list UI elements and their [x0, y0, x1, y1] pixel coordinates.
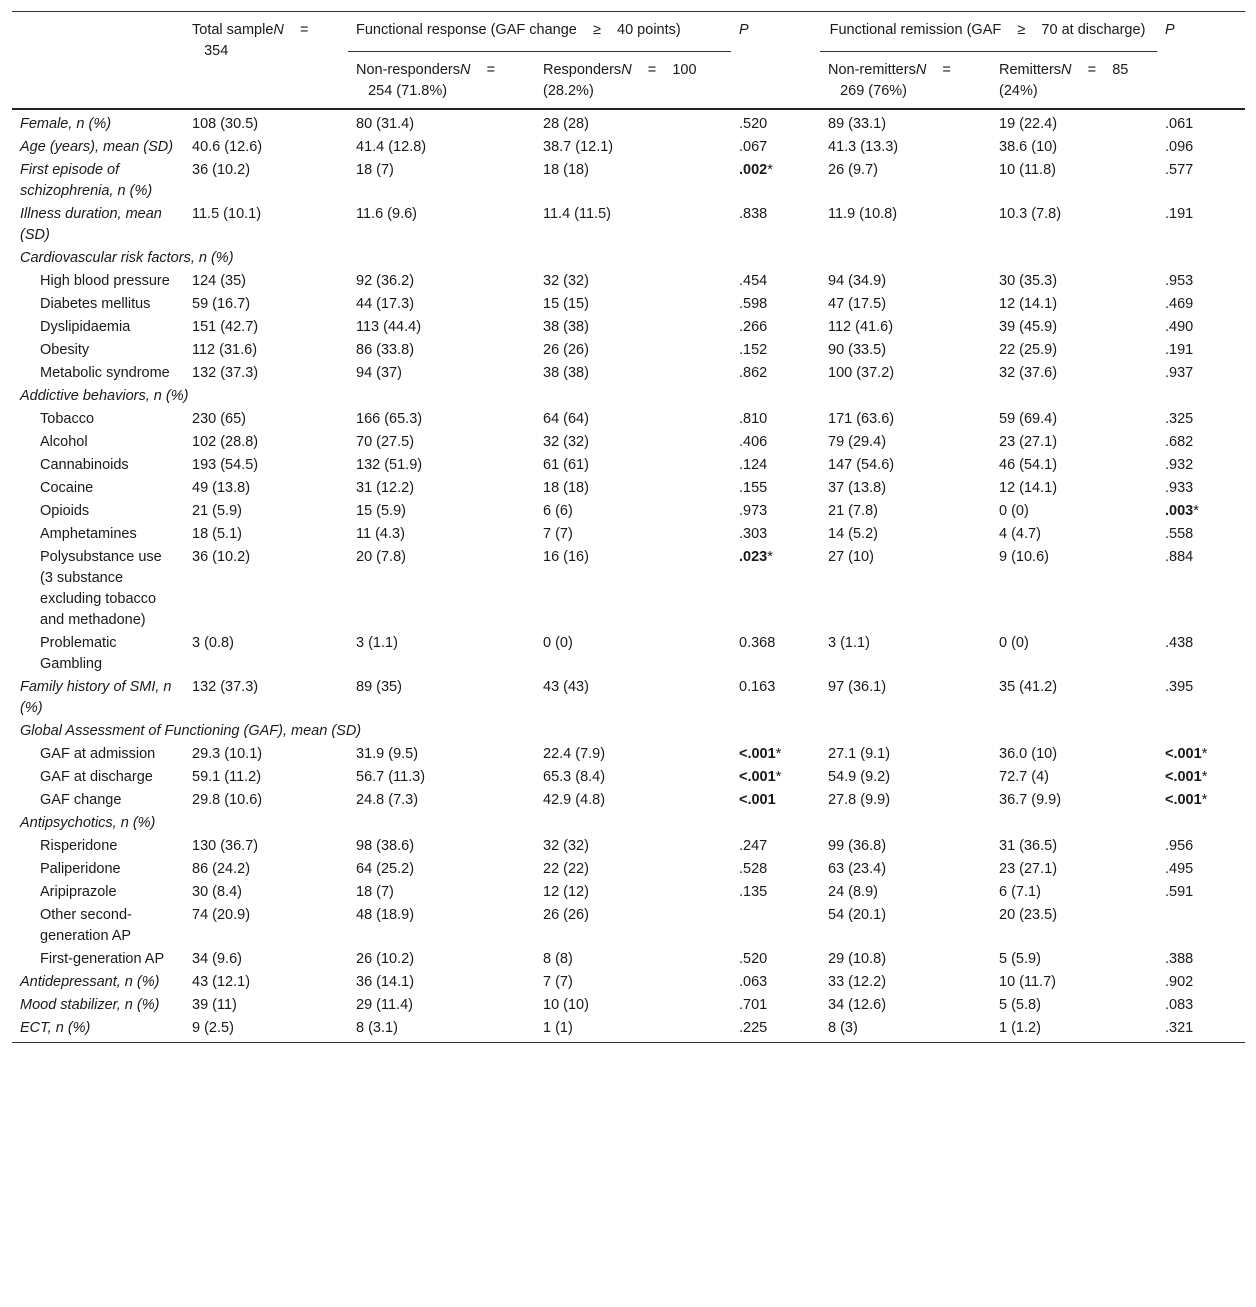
row-label: Paliperidone	[40, 861, 121, 877]
value-cell: 3 (1.1)	[828, 635, 870, 651]
value-cell: 94 (34.9)	[828, 273, 887, 289]
p-value-cell: .469	[1165, 296, 1194, 312]
p-value-cell: .225	[739, 1020, 768, 1036]
p-value-cell: .490	[1165, 319, 1194, 335]
p-value-cell: .956	[1165, 838, 1194, 854]
significance-star: *	[767, 549, 773, 565]
p-value-cell: .933	[1165, 480, 1194, 496]
value-cell: 59 (16.7)	[192, 296, 251, 312]
significant-p-value: <.001	[1165, 769, 1202, 785]
value-cell: 92 (36.2)	[356, 273, 415, 289]
value-cell: 112 (41.6)	[828, 319, 894, 335]
p-value-cell: .862	[739, 365, 768, 381]
value-cell: 11.6 (9.6)	[356, 206, 417, 222]
table-row	[12, 789, 1245, 812]
value-cell: 41.3 (13.3)	[828, 139, 899, 155]
p-value-cell: .520	[739, 116, 768, 132]
p-value-cell: .083	[1165, 997, 1194, 1013]
p-value-cell: .266	[739, 319, 768, 335]
value-cell: 43 (43)	[543, 679, 589, 695]
significance-star: *	[767, 162, 773, 178]
value-cell: 1 (1)	[543, 1020, 573, 1036]
value-cell: 59.1 (11.2)	[192, 769, 262, 785]
p-value-cell	[731, 743, 820, 766]
value-cell: 90 (33.5)	[828, 342, 887, 358]
value-cell: 37 (13.8)	[828, 480, 887, 496]
value-cell: 38 (38)	[543, 365, 589, 381]
row-label: Amphetamines	[40, 526, 137, 542]
value-cell: 6 (6)	[543, 503, 573, 519]
table-row	[12, 270, 1245, 293]
row-label: Problematic Gambling	[40, 635, 117, 672]
row-label: GAF change	[40, 792, 122, 808]
table-row	[12, 500, 1245, 523]
value-cell: 39 (45.9)	[999, 319, 1058, 335]
row-label: Opioids	[40, 503, 90, 519]
value-cell: 49 (13.8)	[192, 480, 251, 496]
value-cell: 32 (32)	[543, 838, 589, 854]
table-row	[12, 109, 1245, 136]
row-label: First episode of schizophrenia, n (%)	[20, 162, 153, 199]
value-cell: 8 (3)	[828, 1020, 858, 1036]
p-value-cell: .953	[1165, 273, 1194, 289]
value-cell: 31.9 (9.5)	[356, 746, 419, 762]
value-cell: 22 (25.9)	[999, 342, 1058, 358]
value-cell: 12 (14.1)	[999, 296, 1058, 312]
value-cell: 29.8 (10.6)	[192, 792, 263, 808]
p-value-cell: .937	[1165, 365, 1194, 381]
table-row	[12, 316, 1245, 339]
significant-p-value: <.001	[739, 769, 776, 785]
value-cell: 27.8 (9.9)	[828, 792, 891, 808]
p-value-cell: .191	[1165, 206, 1194, 222]
value-cell: 99 (36.8)	[828, 838, 887, 854]
row-label: ECT, n (%)	[20, 1020, 91, 1036]
row-label: Obesity	[40, 342, 90, 358]
value-cell: 38.6 (10)	[999, 139, 1058, 155]
p-value-cell: .528	[739, 861, 768, 877]
value-cell: 97 (36.1)	[828, 679, 887, 695]
header-empty-cell	[12, 12, 184, 110]
value-cell: 193 (54.5)	[192, 457, 259, 473]
value-cell: 26 (26)	[543, 907, 589, 923]
table-row	[12, 858, 1245, 881]
value-cell: 132 (37.3)	[192, 365, 259, 381]
p-value-cell	[1157, 789, 1245, 812]
row-label: Other second-generation AP	[40, 907, 132, 944]
table-row	[12, 454, 1245, 477]
p-value-cell: .325	[1165, 411, 1194, 427]
value-cell: 46 (54.1)	[999, 457, 1058, 473]
value-cell: 18 (7)	[356, 162, 394, 178]
p-value-cell: .577	[1165, 162, 1194, 178]
value-cell: 36.0 (10)	[999, 746, 1058, 762]
header-remitters: RemittersN = 85 (24%)	[999, 62, 1129, 99]
significant-p-value: <.001	[1165, 792, 1202, 808]
value-cell: 12 (14.1)	[999, 480, 1058, 496]
value-cell: 5 (5.9)	[999, 951, 1041, 967]
value-cell: 171 (63.6)	[828, 411, 895, 427]
significant-p-value: <.001	[739, 746, 776, 762]
value-cell: 6 (7.1)	[999, 884, 1041, 900]
table-row	[12, 136, 1245, 159]
significance-star: *	[775, 769, 782, 785]
value-cell: 0 (0)	[999, 503, 1029, 519]
value-cell: 40.6 (12.6)	[192, 139, 263, 155]
value-cell: 36 (10.2)	[192, 549, 251, 565]
value-cell: 11 (4.3)	[356, 526, 405, 542]
value-cell: 34 (12.6)	[828, 997, 887, 1013]
value-cell: 35 (41.2)	[999, 679, 1058, 695]
p-value-cell: .838	[739, 206, 768, 222]
value-cell: 100 (37.2)	[828, 365, 895, 381]
value-cell: 9 (2.5)	[192, 1020, 234, 1036]
value-cell: 54 (20.1)	[828, 907, 887, 923]
value-cell: 80 (31.4)	[356, 116, 415, 132]
table-row	[12, 881, 1245, 904]
p-value-cell	[731, 904, 820, 948]
p-value-cell: .135	[739, 884, 768, 900]
row-label: Female, n (%)	[20, 116, 112, 132]
value-cell: 86 (24.2)	[192, 861, 251, 877]
p-value-cell: .701	[739, 997, 768, 1013]
value-cell: 130 (36.7)	[192, 838, 259, 854]
value-cell: 64 (25.2)	[356, 861, 415, 877]
p-value-cell: .096	[1165, 139, 1194, 155]
value-cell: 74 (20.9)	[192, 907, 251, 923]
value-cell: 132 (37.3)	[192, 679, 259, 695]
p-value-cell	[1157, 500, 1245, 523]
value-cell: 8 (8)	[543, 951, 573, 967]
significance-star: *	[775, 746, 782, 762]
value-cell: 3 (1.1)	[356, 635, 398, 651]
value-cell: 11.5 (10.1)	[192, 206, 262, 222]
value-cell: 230 (65)	[192, 411, 247, 427]
p-value-cell	[1157, 743, 1245, 766]
value-cell: 26 (9.7)	[828, 162, 878, 178]
table-row	[12, 477, 1245, 500]
value-cell: 34 (9.6)	[192, 951, 242, 967]
value-cell: 8 (3.1)	[356, 1020, 398, 1036]
value-cell: 20 (23.5)	[999, 907, 1058, 923]
table-row	[12, 339, 1245, 362]
value-cell: 22 (22)	[543, 861, 589, 877]
value-cell: 15 (15)	[543, 296, 589, 312]
header-non-responders: Non-respondersN = 254 (71.8%)	[356, 62, 496, 99]
value-cell: 61 (61)	[543, 457, 589, 473]
row-label: Alcohol	[40, 434, 88, 450]
row-label: Metabolic syndrome	[40, 365, 170, 381]
value-cell: 31 (12.2)	[356, 480, 415, 496]
value-cell: 102 (28.8)	[192, 434, 259, 450]
p-value-cell: .155	[739, 480, 768, 496]
value-cell: 147 (54.6)	[828, 457, 895, 473]
value-cell: 56.7 (11.3)	[356, 769, 426, 785]
value-cell: 0 (0)	[999, 635, 1029, 651]
value-cell: 89 (35)	[356, 679, 402, 695]
table-body	[12, 109, 1245, 1043]
p-value-cell	[1157, 766, 1245, 789]
value-cell: 11.4 (11.5)	[543, 206, 611, 222]
header-p-response: P	[739, 22, 749, 38]
value-cell: 23 (27.1)	[999, 434, 1058, 450]
p-value-cell: .973	[739, 503, 768, 519]
p-value-cell	[731, 766, 820, 789]
value-cell: 86 (33.8)	[356, 342, 415, 358]
table-row	[12, 743, 1245, 766]
value-cell: 64 (64)	[543, 411, 589, 427]
value-cell: 11.9 (10.8)	[828, 206, 898, 222]
value-cell: 38 (38)	[543, 319, 589, 335]
value-cell: 94 (37)	[356, 365, 402, 381]
value-cell: 27 (10)	[828, 549, 874, 565]
value-cell: 9 (10.6)	[999, 549, 1049, 565]
p-value-cell: .598	[739, 296, 768, 312]
row-label: Dyslipidaemia	[40, 319, 131, 335]
table-row	[12, 293, 1245, 316]
section-row	[12, 720, 1245, 743]
p-value-cell: .438	[1165, 635, 1194, 651]
header-non-remitters: Non-remittersN = 269 (76%)	[828, 62, 951, 99]
table-header	[12, 12, 1245, 110]
value-cell: 18 (5.1)	[192, 526, 242, 542]
p-value-cell	[731, 546, 820, 632]
section-label: Antipsychotics, n (%)	[20, 815, 156, 831]
table-row	[12, 362, 1245, 385]
value-cell: 21 (5.9)	[192, 503, 242, 519]
table-row	[12, 766, 1245, 789]
section-label: Cardiovascular risk factors, n (%)	[20, 250, 234, 266]
significance-star: *	[1201, 769, 1208, 785]
row-label: Tobacco	[40, 411, 95, 427]
value-cell: 0 (0)	[543, 635, 573, 651]
p-value-cell: .902	[1165, 974, 1194, 990]
value-cell: 108 (30.5)	[192, 116, 259, 132]
value-cell: 41.4 (12.8)	[356, 139, 427, 155]
value-cell: 30 (8.4)	[192, 884, 242, 900]
row-label: Mood stabilizer, n (%)	[20, 997, 160, 1013]
section-label: Global Assessment of Functioning (GAF), mean (SD)	[20, 723, 362, 739]
value-cell: 7 (7)	[543, 974, 573, 990]
row-label: Risperidone	[40, 838, 118, 854]
p-value-cell: .884	[1165, 549, 1194, 565]
section-row	[12, 812, 1245, 835]
value-cell: 132 (51.9)	[356, 457, 423, 473]
table-row	[12, 632, 1245, 676]
p-value-cell	[731, 159, 820, 203]
p-value-cell: 0.163	[739, 679, 776, 695]
value-cell: 65.3 (8.4)	[543, 769, 606, 785]
row-label: GAF at discharge	[40, 769, 153, 785]
table-row	[12, 994, 1245, 1017]
value-cell: 30 (35.3)	[999, 273, 1058, 289]
value-cell: 28 (28)	[543, 116, 589, 132]
value-cell: 26 (26)	[543, 342, 589, 358]
value-cell: 42.9 (4.8)	[543, 792, 606, 808]
significance-star: *	[1201, 746, 1208, 762]
value-cell: 48 (18.9)	[356, 907, 415, 923]
table-row	[12, 546, 1245, 632]
significance-star: *	[1201, 792, 1208, 808]
p-value-cell: .520	[739, 951, 768, 967]
value-cell: 3 (0.8)	[192, 635, 234, 651]
value-cell: 39 (11)	[192, 997, 237, 1013]
value-cell: 1 (1.2)	[999, 1020, 1041, 1036]
p-value-cell: .124	[739, 457, 768, 473]
value-cell: 18 (18)	[543, 480, 589, 496]
row-label: Diabetes mellitus	[40, 296, 151, 312]
value-cell: 151 (42.7)	[192, 319, 259, 335]
row-label: Family history of SMI, n (%)	[20, 679, 172, 716]
table-row	[12, 203, 1245, 247]
value-cell: 63 (23.4)	[828, 861, 887, 877]
value-cell: 72.7 (4)	[999, 769, 1049, 785]
value-cell: 14 (5.2)	[828, 526, 878, 542]
value-cell: 98 (38.6)	[356, 838, 415, 854]
value-cell: 10 (11.8)	[999, 162, 1056, 178]
value-cell: 43 (12.1)	[192, 974, 251, 990]
p-value-cell: .682	[1165, 434, 1194, 450]
row-label: Antidepressant, n (%)	[20, 974, 160, 990]
table-row	[12, 904, 1245, 948]
section-row	[12, 385, 1245, 408]
p-value-cell: .247	[739, 838, 768, 854]
value-cell: 12 (12)	[543, 884, 589, 900]
value-cell: 20 (7.8)	[356, 549, 406, 565]
value-cell: 24.8 (7.3)	[356, 792, 419, 808]
p-value-cell: .388	[1165, 951, 1194, 967]
table-row	[12, 1017, 1245, 1043]
row-label: Aripiprazole	[40, 884, 117, 900]
p-value-cell: .063	[739, 974, 768, 990]
row-label: Illness duration, mean (SD)	[20, 206, 162, 243]
value-cell: 10.3 (7.8)	[999, 206, 1062, 222]
header-responders: RespondersN = 100 (28.2%)	[543, 62, 697, 99]
value-cell: 54.9 (9.2)	[828, 769, 891, 785]
value-cell: 5 (5.8)	[999, 997, 1041, 1013]
row-label: Age (years), mean (SD)	[20, 139, 174, 155]
value-cell: 22.4 (7.9)	[543, 746, 606, 762]
value-cell: 18 (18)	[543, 162, 589, 178]
value-cell: 31 (36.5)	[999, 838, 1058, 854]
p-value-cell: .932	[1165, 457, 1194, 473]
section-row	[12, 247, 1245, 270]
header-p-remission: P	[1165, 22, 1175, 38]
header-total-sample: Total sampleN = 354	[192, 22, 309, 59]
value-cell: 32 (32)	[543, 273, 589, 289]
significant-p-value: <.001	[1165, 746, 1202, 762]
value-cell: 16 (16)	[543, 549, 589, 565]
value-cell: 89 (33.1)	[828, 116, 887, 132]
value-cell: 29 (10.8)	[828, 951, 887, 967]
table-row	[12, 431, 1245, 454]
p-value-cell: .558	[1165, 526, 1194, 542]
significant-p-value: .023	[739, 549, 768, 565]
value-cell: 36 (10.2)	[192, 162, 251, 178]
p-value-cell: .303	[739, 526, 768, 542]
results-table	[12, 11, 1245, 1043]
value-cell: 124 (35)	[192, 273, 247, 289]
value-cell: 29 (11.4)	[356, 997, 413, 1013]
p-value-cell: .406	[739, 434, 768, 450]
value-cell: 38.7 (12.1)	[543, 139, 614, 155]
row-label: GAF at admission	[40, 746, 156, 762]
table-row	[12, 159, 1245, 203]
p-value-cell: .454	[739, 273, 768, 289]
value-cell: 47 (17.5)	[828, 296, 887, 312]
table-row	[12, 523, 1245, 546]
value-cell: 19 (22.4)	[999, 116, 1058, 132]
p-value-cell: .810	[739, 411, 768, 427]
table-row	[12, 971, 1245, 994]
header-functional-remission: Functional remission (GAF ≥ 70 at discharge)	[820, 12, 1157, 52]
row-label: Cocaine	[40, 480, 94, 496]
value-cell: 24 (8.9)	[828, 884, 878, 900]
row-label: High blood pressure	[40, 273, 170, 289]
p-value-cell	[1157, 904, 1245, 948]
table-row	[12, 676, 1245, 720]
p-value-cell: 0.368	[739, 635, 776, 651]
value-cell: 4 (4.7)	[999, 526, 1041, 542]
value-cell: 166 (65.3)	[356, 411, 423, 427]
value-cell: 112 (31.6)	[192, 342, 258, 358]
p-value-cell: .061	[1165, 116, 1194, 132]
value-cell: 26 (10.2)	[356, 951, 415, 967]
table-row	[12, 408, 1245, 431]
value-cell: 7 (7)	[543, 526, 573, 542]
p-value-cell	[731, 789, 820, 812]
value-cell: 27.1 (9.1)	[828, 746, 891, 762]
p-value-cell: .321	[1165, 1020, 1194, 1036]
row-label: First-generation AP	[40, 951, 165, 967]
significant-p-value: <.001	[739, 792, 776, 808]
value-cell: 32 (32)	[543, 434, 589, 450]
value-cell: 44 (17.3)	[356, 296, 415, 312]
value-cell: 29.3 (10.1)	[192, 746, 263, 762]
value-cell: 33 (12.2)	[828, 974, 887, 990]
table-row	[12, 948, 1245, 971]
value-cell: 59 (69.4)	[999, 411, 1058, 427]
value-cell: 10 (11.7)	[999, 974, 1056, 990]
value-cell: 18 (7)	[356, 884, 394, 900]
value-cell: 36 (14.1)	[356, 974, 415, 990]
value-cell: 79 (29.4)	[828, 434, 887, 450]
value-cell: 10 (10)	[543, 997, 589, 1013]
p-value-cell: .152	[739, 342, 768, 358]
p-value-cell: .395	[1165, 679, 1194, 695]
significance-star: *	[1193, 503, 1199, 519]
value-cell: 21 (7.8)	[828, 503, 878, 519]
p-value-cell: .495	[1165, 861, 1194, 877]
value-cell: 36.7 (9.9)	[999, 792, 1062, 808]
value-cell: 113 (44.4)	[356, 319, 422, 335]
row-label: Polysubstance use (3 substance excluding tobacco and methadone)	[40, 549, 162, 628]
p-value-cell: .067	[739, 139, 768, 155]
section-label: Addictive behaviors, n (%)	[20, 388, 189, 404]
significant-p-value: .003	[1165, 503, 1194, 519]
value-cell: 32 (37.6)	[999, 365, 1058, 381]
row-label: Cannabinoids	[40, 457, 129, 473]
table-row	[12, 835, 1245, 858]
significant-p-value: .002	[739, 162, 768, 178]
header-functional-response: Functional response (GAF change ≥ 40 points)	[348, 12, 731, 52]
value-cell: 15 (5.9)	[356, 503, 406, 519]
value-cell: 23 (27.1)	[999, 861, 1058, 877]
p-value-cell: .591	[1165, 884, 1194, 900]
p-value-cell: .191	[1165, 342, 1194, 358]
value-cell: 70 (27.5)	[356, 434, 415, 450]
